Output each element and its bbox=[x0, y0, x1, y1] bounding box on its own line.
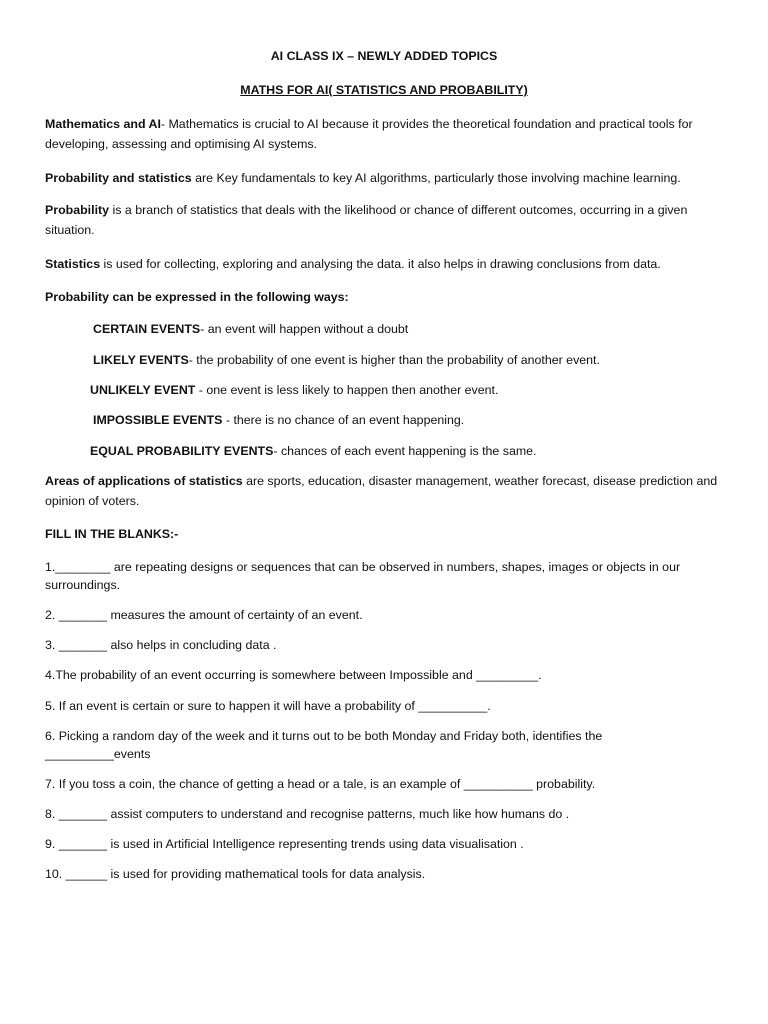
term-applications: Areas of applications of statistics bbox=[45, 474, 243, 488]
event-equal-text: - chances of each event happening is the same. bbox=[273, 444, 537, 458]
event-unlikely-term: UNLIKELY EVENT bbox=[90, 383, 196, 397]
text-statistics: is used for collecting, exploring and analysing the data. it also helps in drawing conclusions from data. bbox=[100, 257, 661, 271]
event-likely-term: LIKELY EVENTS bbox=[93, 353, 189, 367]
event-likely bbox=[93, 350, 600, 370]
term-mathematics-ai: Mathematics and AI bbox=[45, 117, 161, 131]
text-probability: is a branch of statistics that deals with the likelihood or chance of different outcomes, occurring in a given situation. bbox=[45, 203, 688, 237]
event-likely-text: - the probability of one event is higher than the probability of another event. bbox=[188, 353, 600, 367]
text-applications: are sports, education, disaster management, weather forecast, disease prediction and opinion of voters. bbox=[45, 474, 718, 508]
event-impossible-term: IMPOSSIBLE EVENTS bbox=[93, 413, 223, 427]
fill-blanks-heading: FILL IN THE BLANKS:- bbox=[45, 527, 179, 541]
event-unlikely bbox=[90, 380, 498, 400]
question-8: 8. _______ assist computers to understand and recognise patterns, much like how humans do . bbox=[45, 807, 570, 821]
event-impossible-text: - there is no chance of an event happening. bbox=[222, 413, 465, 427]
question-2: 2. _______ measures the amount of certainty of an event. bbox=[45, 608, 363, 622]
paragraph-mathematics-ai bbox=[45, 114, 735, 154]
question-3: 3. _______ also helps in concluding data . bbox=[45, 638, 277, 652]
paragraph-probability-statistics bbox=[45, 168, 681, 188]
event-certain-text: - an event will happen without a doubt bbox=[200, 322, 409, 336]
term-statistics: Statistics bbox=[45, 257, 101, 271]
term-probability: Probability bbox=[45, 203, 110, 217]
event-equal-term: EQUAL PROBABILITY EVENTS bbox=[90, 444, 274, 458]
question-5: 5. If an event is certain or sure to happen it will have a probability of __________. bbox=[45, 699, 491, 713]
event-certain bbox=[93, 319, 408, 339]
event-equal-probability bbox=[90, 441, 537, 461]
question-10: 10. ______ is used for providing mathematical tools for data analysis. bbox=[45, 867, 426, 881]
question-7: 7. If you toss a coin, the chance of getting a head or a tale, is an example of __________ probability. bbox=[45, 777, 596, 791]
event-impossible bbox=[93, 410, 464, 430]
question-4: 4.The probability of an event occurring is somewhere between Impossible and _________. bbox=[45, 668, 542, 682]
term-probability-statistics: Probability and statistics bbox=[45, 171, 192, 185]
question-1-line-1: 1.________ are repeating designs or sequences that can be observed in numbers, shapes, images or objects in our bbox=[45, 560, 681, 574]
heading-probability-expressed: Probability can be expressed in the following ways: bbox=[45, 290, 349, 304]
paragraph-probability bbox=[45, 200, 735, 240]
document-title: AI CLASS IX – NEWLY ADDED TOPICS bbox=[270, 49, 498, 63]
document-subtitle: MATHS FOR AI( STATISTICS AND PROBABILITY) bbox=[240, 83, 528, 97]
event-unlikely-text: - one event is less likely to happen then another event. bbox=[195, 383, 499, 397]
question-1-line-2: surroundings. bbox=[45, 578, 121, 592]
text-probability-statistics: are Key fundamentals to key AI algorithms, particularly those involving machine learning. bbox=[191, 171, 681, 185]
question-6-line-1: 6. Picking a random day of the week and it turns out to be both Monday and Friday both, identifies the bbox=[45, 729, 603, 743]
question-9: 9. _______ is used in Artificial Intelligence representing trends using data visualisation . bbox=[45, 837, 524, 851]
text-mathematics-ai: - Mathematics is crucial to AI because it provides the theoretical foundation and practical tools for developing, assessing and optimising AI systems. bbox=[45, 117, 693, 151]
paragraph-applications bbox=[45, 471, 735, 511]
event-certain-term: CERTAIN EVENTS bbox=[93, 322, 201, 336]
paragraph-statistics bbox=[45, 254, 661, 274]
question-6-line-2: __________events bbox=[45, 747, 151, 761]
